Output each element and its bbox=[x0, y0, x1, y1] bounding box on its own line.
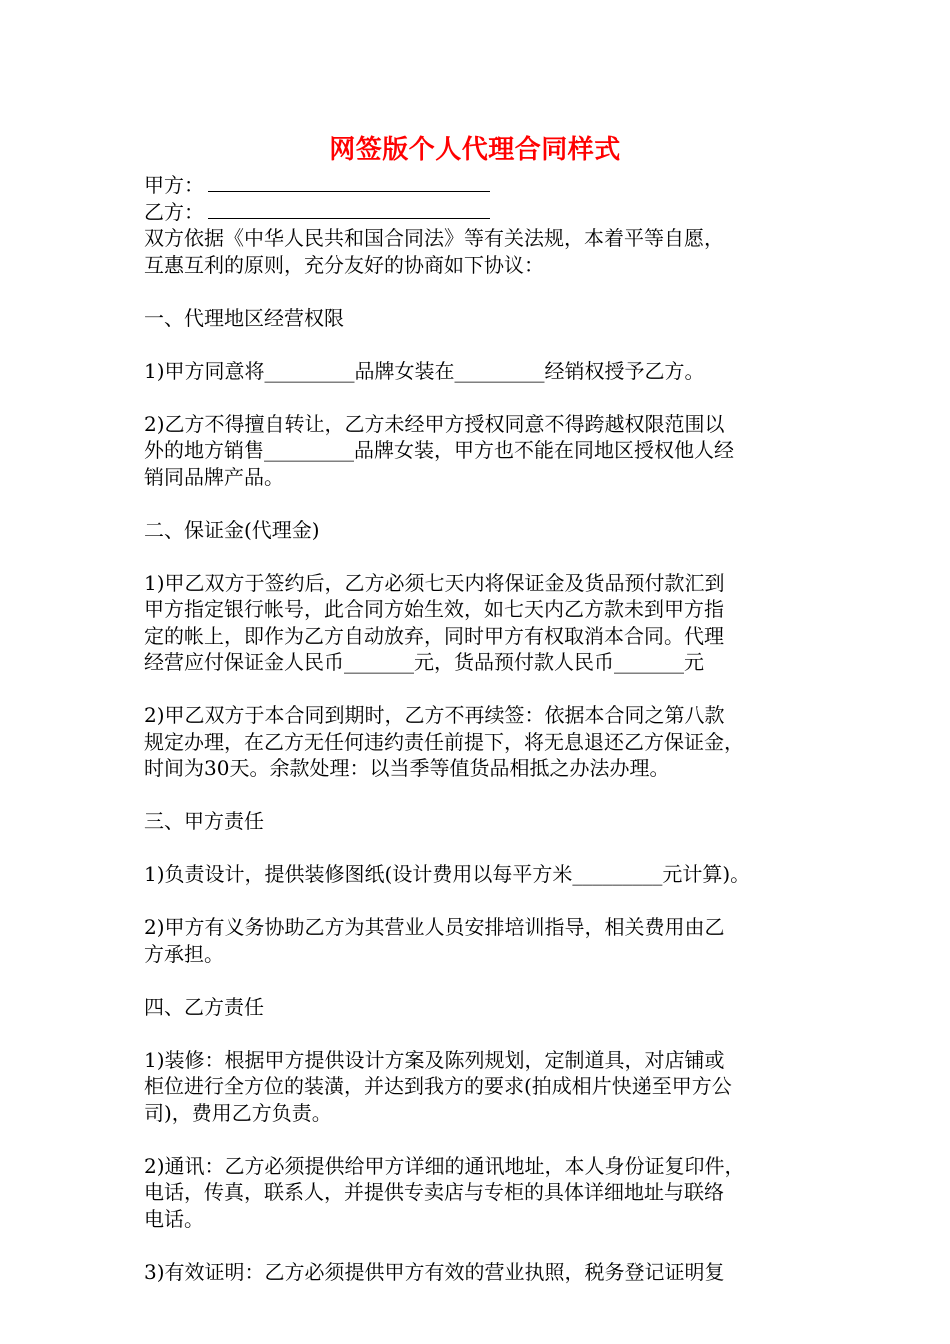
party-b-line bbox=[144, 199, 824, 226]
party-a-blank bbox=[208, 173, 490, 192]
blank-line bbox=[144, 967, 824, 994]
document-title: 网签版个人代理合同样式 bbox=[329, 135, 621, 165]
text-line: 方承担。 bbox=[144, 941, 224, 966]
text-line: 三、甲方责任 bbox=[144, 809, 264, 833]
text-line: 柜位进行全方位的装潢，并达到我方的要求(拍成相片快递至甲方公 bbox=[144, 1074, 732, 1098]
party-a-label: 甲方： bbox=[144, 173, 204, 197]
blank-line bbox=[144, 676, 824, 703]
document-body bbox=[144, 172, 824, 1285]
blank-line bbox=[144, 543, 824, 570]
text-line: 一、代理地区经营权限 bbox=[144, 305, 344, 330]
text-line: 3)有效证明：乙方必须提供甲方有效的营业执照，税务登记证明复 bbox=[144, 1259, 725, 1284]
text-line: 2)通讯：乙方必须提供给甲方详细的通讯地址，本人身份证复印件， bbox=[144, 1153, 745, 1178]
party-a-line bbox=[144, 172, 824, 199]
text-line: 定的帐上，即作为乙方自动放弃，同时甲方有权取消本合同。代理 bbox=[144, 623, 724, 648]
text-line: 电话。 bbox=[144, 1206, 204, 1231]
text-line: 双方依据《中华人民共和国合同法》等有关法规，本着平等自愿， bbox=[144, 226, 724, 250]
blank-line bbox=[144, 331, 824, 358]
text-line: 1)甲乙双方于签约后，乙方必须七天内将保证金及货品预付款汇到 bbox=[144, 570, 725, 595]
party-b-blank bbox=[208, 200, 490, 219]
text-line: 二、保证金(代理金) bbox=[144, 517, 320, 542]
blank-line bbox=[144, 278, 824, 305]
blank-line bbox=[144, 490, 824, 517]
text-line: 经营应付保证金人民币_______元，货品预付款人民币_______元 bbox=[144, 650, 704, 674]
text-line: 2)甲乙双方于本合同到期时，乙方不再续签：依据本合同之第八款 bbox=[144, 703, 725, 727]
blank-line bbox=[144, 835, 824, 862]
text-line: 时间为30天。余款处理：以当季等值货品相抵之办法办理。 bbox=[144, 756, 670, 780]
text-line: 四、乙方责任 bbox=[144, 994, 264, 1019]
text-line: 1)负责设计，提供装修图纸(设计费用以每平方米_________元计算)。 bbox=[144, 862, 751, 886]
text-line: 1)装修：根据甲方提供设计方案及陈列规划，定制道具，对店铺或 bbox=[144, 1047, 725, 1072]
text-line: 2)甲方有义务协助乙方为其营业人员安排培训指导，相关费用由乙 bbox=[144, 915, 725, 939]
text-line: 2)乙方不得擅自转让，乙方未经甲方授权同意不得跨越权限范围以 bbox=[144, 411, 725, 436]
text-line: 规定办理，在乙方无任何违约责任前提下，将无息退还乙方保证金， bbox=[144, 729, 744, 754]
text-line: 互惠互利的原则，充分友好的协商如下协议： bbox=[144, 252, 544, 277]
blank-line bbox=[144, 888, 824, 915]
text-line: 1)甲方同意将_________品牌女装在_________经销权授予乙方。 bbox=[144, 358, 705, 383]
blank-line bbox=[144, 1126, 824, 1153]
blank-line bbox=[144, 384, 824, 411]
blank-line bbox=[144, 1020, 824, 1047]
text-line: 司)，费用乙方负责。 bbox=[144, 1100, 332, 1125]
party-b-label: 乙方： bbox=[144, 199, 204, 224]
text-line: 甲方指定银行帐号，此合同方始生效，如七天内乙方款未到甲方指 bbox=[144, 597, 724, 621]
text-line: 外的地方销售_________品牌女装，甲方也不能在同地区授权他人经 bbox=[144, 438, 734, 462]
text-line: 电话，传真，联系人，并提供专卖店与专柜的具体详细地址与联络 bbox=[144, 1180, 724, 1204]
text-line: 销同品牌产品。 bbox=[144, 464, 284, 489]
blank-line bbox=[144, 782, 824, 809]
blank-line bbox=[144, 1232, 824, 1259]
